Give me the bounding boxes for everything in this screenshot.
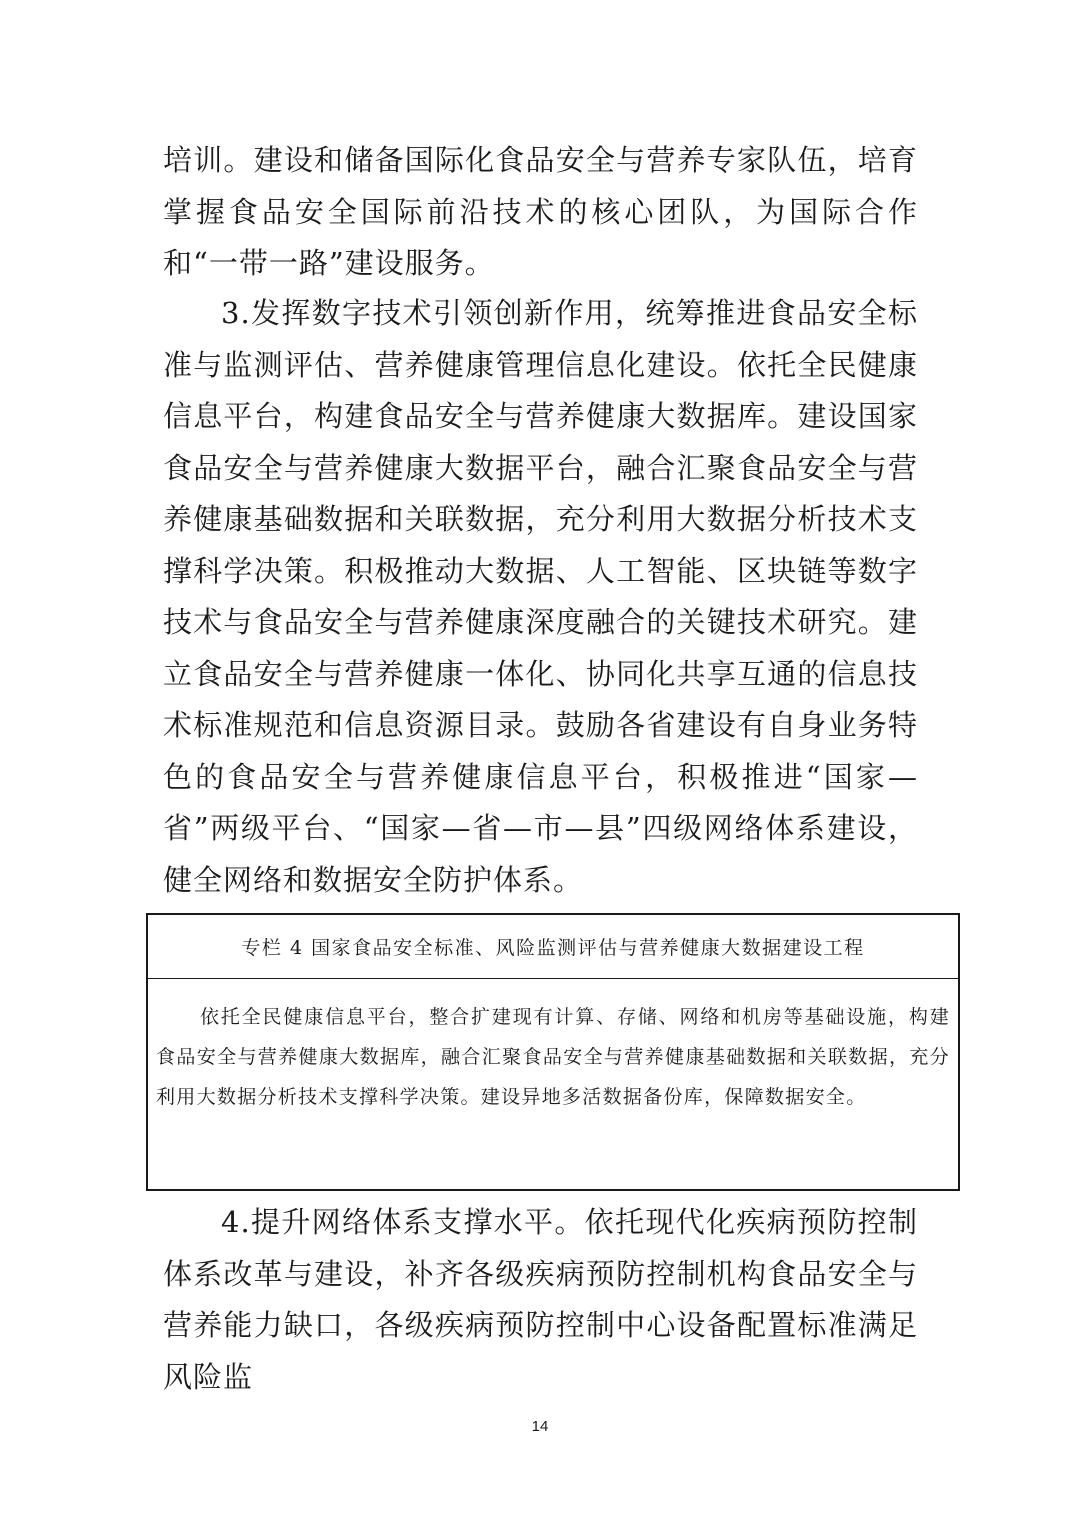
page-number: 14 [531, 1418, 549, 1435]
paragraph-network-system: 4.提升网络体系支撑水平。依托现代化疾病预防控制体系改革与建设，补齐各级疾病预防控制机构食品安全与营养能力缺口，各级疾病预防控制中心设备配置标准满足风险监 [163, 1205, 918, 1394]
column-box-4 [146, 913, 960, 1191]
paragraph-training: 培训。建设和储备国际化食品安全与营养专家队伍，培育掌握食品安全国际前沿技术的核心团队，为国际合作和“一带一路”建设服务。 [163, 143, 918, 280]
column-box-body: 依托全民健康信息平台，整合扩建现有计算、存储、网络和机房等基础设施，构建食品安全与营养健康大数据库，融合汇聚食品安全与营养健康基础数据和关联数据，充分利用大数据分析技术支撑科学决策。建设异地多活数据备份库，保障数据安全。 [156, 1006, 950, 1108]
column-box-title: 专栏 4 国家食品安全标准、风险监测评估与营养健康大数据建设工程 [148, 915, 958, 979]
paragraph-digital-technology: 3.发挥数字技术引领创新作用，统筹推进食品安全标准与监测评估、营养健康管理信息化建设。依托全民健康信息平台，构建食品安全与营养健康大数据库。建设国家食品安全与营养健康大数据平台，融合汇聚食品安全与营养健康基础数据和关联数据，充分利用大数据分析技术支撑科学决策。积极推动大数据、人工智能、区块链等数字技术与食品安全与营养健康深度融合的关键技术研究。建立食品安全与营养健康一体化、协同化共享互通的信息技术标准规范和信息资源目录。鼓励各省建设有自身业务特色的食品安全与营养健康信息平台，积极推进“国家—省”两级平台、“国家—省—市—县”四级网络体系建设，健全网络和数据安全防护体系。 [163, 296, 918, 897]
